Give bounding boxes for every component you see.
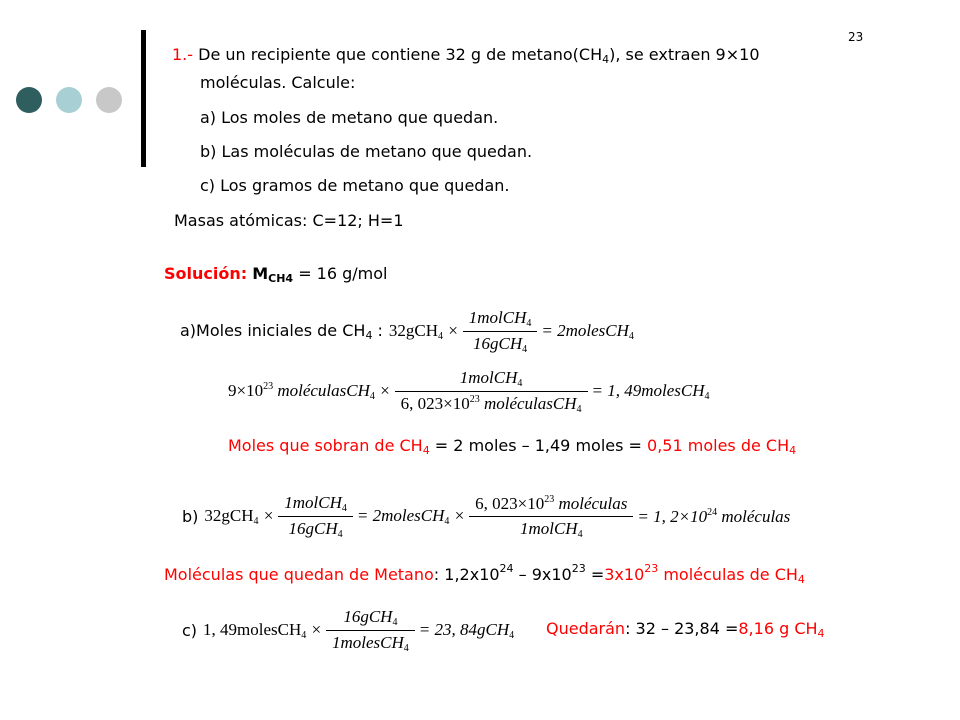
eq-a2-den-exp: 23 xyxy=(469,394,480,405)
eq-a1-numerator xyxy=(463,308,538,332)
equation-a2 xyxy=(228,368,710,415)
part-a-label-sub: 4 xyxy=(365,329,373,342)
part-a-label-text: a)Moles iniciales de CH xyxy=(180,321,366,340)
grams-remaining-calc: : 32 – 23,84 = xyxy=(625,619,739,638)
decor-dot-gray xyxy=(96,87,122,113)
eq-b-f2-num-exp: 23 xyxy=(544,493,555,505)
solution-label: Solución: xyxy=(164,264,248,283)
molecules-remaining-result-sub: 4 xyxy=(797,573,805,586)
problem-number: 1.- xyxy=(172,45,194,64)
eq-a2-denominator xyxy=(395,392,588,415)
molecules-remaining-a: 1,2x10 xyxy=(439,565,500,584)
eq-a1-num-text: 1molCH xyxy=(468,308,527,327)
part-b-line xyxy=(182,493,790,540)
molecules-remaining-colon: : xyxy=(433,565,440,584)
eq-a2-fraction xyxy=(395,368,588,415)
molar-mass-sub: CH4 xyxy=(268,272,294,285)
equation-a1 xyxy=(389,308,634,355)
eq-b-f1-num-text: 1molCH xyxy=(284,493,342,512)
eq-a1-den-text: 16gCH xyxy=(473,334,523,353)
eq-c-num-sub: 4 xyxy=(392,617,398,628)
eq-c-fraction xyxy=(326,607,415,654)
molar-mass-value: = 16 g/mol xyxy=(298,264,388,283)
problem-line-2: moléculas. Calcule: xyxy=(200,73,356,92)
eq-b-f1-num-sub: 4 xyxy=(341,503,347,514)
eq-b-lhs: 32gCH$_4$ × xyxy=(204,506,275,527)
molecules-remaining-result xyxy=(604,562,659,584)
eq-b-f2-denominator xyxy=(469,517,633,540)
eq-c-lhs-text: 1, 49molesCH xyxy=(203,620,302,639)
problem-item-b: b) Las moléculas de metano que quedan. xyxy=(200,142,533,161)
eq-c-num-text: 16gCH xyxy=(343,607,393,626)
eq-b-mid-sub: 4 xyxy=(444,516,450,527)
moles-remaining-result xyxy=(647,436,796,455)
eq-a2-den-coef: 6, 023×10 xyxy=(400,394,470,413)
moles-remaining-calc: = 2 moles – 1,49 moles = xyxy=(429,436,648,455)
moles-remaining-result-text: 0,51 moles de CH xyxy=(647,436,790,455)
eq-a2-rhs xyxy=(592,381,710,402)
grams-remaining-result-sub: 4 xyxy=(817,627,825,640)
moles-remaining-label-text: Moles que sobran de CH xyxy=(228,436,423,455)
decor-vertical-bar xyxy=(141,30,146,167)
eq-a2-lhs-coef: 9×10 xyxy=(228,381,264,400)
equation-b xyxy=(204,493,790,540)
atomic-masses: Masas atómicas: C=12; H=1 xyxy=(174,211,404,230)
problem-item-a: a) Los moles de metano que quedan. xyxy=(200,108,499,127)
eq-a1-rhs-sub: 4 xyxy=(628,331,634,342)
eq-b-fraction-2 xyxy=(469,494,633,540)
eq-c-lhs-sub: 4 xyxy=(301,630,307,641)
molecules-remaining-line xyxy=(164,562,805,586)
eq-b-f2-numerator xyxy=(469,494,633,517)
part-c-line xyxy=(182,607,514,654)
problem-exponent xyxy=(848,30,863,44)
eq-c-rhs xyxy=(419,620,514,641)
problem-exponent-text: 23 xyxy=(848,30,864,44)
eq-b-f2-den-sub: 4 xyxy=(577,528,583,540)
eq-b-mid: = 2molesCH$_4$ × xyxy=(356,506,466,527)
problem-item-c: c) Los gramos de metano que quedan. xyxy=(200,176,510,195)
eq-b-f2-num-unit: moléculas xyxy=(558,493,628,513)
molecules-remaining-result-end xyxy=(658,565,805,584)
eq-c-rhs-text: = 23, 84gCH xyxy=(418,620,510,639)
equation-c xyxy=(203,607,514,654)
problem-line-1 xyxy=(172,45,760,66)
problem-line-1-sub: 4 xyxy=(602,53,610,66)
decor-dot-teal xyxy=(56,87,82,113)
grams-remaining-result xyxy=(738,619,824,638)
eq-b-lhs-text: 32gCH xyxy=(204,506,254,525)
eq-a2-rhs-text: = 1, 49molesCH xyxy=(591,381,705,400)
part-a-label xyxy=(180,321,383,342)
solution-header xyxy=(164,264,388,285)
molecules-remaining-result-exp: 23 xyxy=(644,562,659,575)
molar-mass-symbol: M xyxy=(252,264,269,283)
problem-line-1-end: ), se extraen 9×10 xyxy=(609,45,760,64)
molecules-remaining-a-exp: 24 xyxy=(499,562,514,575)
eq-c-rhs-sub: 4 xyxy=(509,630,515,641)
eq-a2-lhs-exp: 23 xyxy=(263,381,274,392)
eq-b-mid-text: = 2molesCH xyxy=(356,506,445,525)
eq-a2-numerator xyxy=(395,368,588,392)
eq-a2-lhs-sub: 4 xyxy=(369,391,375,402)
eq-c-lhs: 1, 49molesCH$_4$ × xyxy=(203,620,323,641)
eq-b-f2-num-coef: 6, 023×10 xyxy=(475,493,545,513)
eq-a2-lhs-unit: moléculasCH xyxy=(277,381,370,400)
decor-dot-dark xyxy=(16,87,42,113)
molecules-remaining-b-exp: 23 xyxy=(571,562,586,575)
eq-a1-num-sub: 4 xyxy=(526,318,532,329)
moles-remaining-label-sub: 4 xyxy=(422,444,430,457)
problem-line-1-text: De un recipiente que contiene 32 g de metano(CH xyxy=(198,45,603,64)
molecules-remaining-label: Moléculas que quedan de Metano xyxy=(164,565,434,584)
part-a-label-colon: : xyxy=(372,321,383,340)
eq-a1-lhs-text: 32gCH xyxy=(388,321,439,340)
molecules-remaining-result-text: 3x10 xyxy=(604,565,645,584)
eq-a2-lhs: $9\times 10^{23}$ moléculasCH$_4$ × xyxy=(228,381,391,402)
eq-a1-denominator xyxy=(463,332,538,355)
eq-a1-lhs: 32gCH$_4$ × xyxy=(388,321,459,342)
eq-a2-num-text: 1molCH xyxy=(459,368,518,387)
moles-remaining-result-sub: 4 xyxy=(789,444,797,457)
molecules-remaining-b: – 9x10 xyxy=(513,565,572,584)
eq-b-f1-denominator xyxy=(278,517,353,540)
eq-a2-den-sub: 4 xyxy=(576,404,582,415)
eq-c-den-sub: 4 xyxy=(403,643,409,654)
eq-a1-lhs-sub: 4 xyxy=(438,331,444,342)
eq-a1-rhs-text: = 2molesCH xyxy=(541,321,629,340)
eq-b-f1-numerator xyxy=(278,493,353,517)
molecules-remaining-result-end-text: moléculas de CH xyxy=(658,565,798,584)
grams-remaining-label: Quedarán xyxy=(546,619,626,638)
eq-a2-rhs-sub: 4 xyxy=(704,391,710,402)
moles-remaining-label xyxy=(228,436,430,455)
eq-b-f2-den-text: 1molCH xyxy=(519,518,578,538)
eq-c-denominator xyxy=(326,631,415,654)
eq-c-den-text: 1molesCH xyxy=(332,633,404,652)
eq-b-rhs-coef: = 1, 2×10 xyxy=(637,506,708,526)
eq-b-f1-den-text: 16gCH xyxy=(288,519,338,538)
eq-a1-fraction xyxy=(463,308,538,355)
eq-a1-rhs xyxy=(541,321,634,342)
eq-c-numerator xyxy=(326,607,415,631)
grams-remaining-line xyxy=(546,619,825,640)
eq-b-rhs xyxy=(637,507,790,527)
eq-b-rhs-exp: 24 xyxy=(707,506,718,518)
eq-a2-den-unit: moléculasCH xyxy=(483,394,577,413)
part-b-label: b) xyxy=(182,507,199,526)
molecules-remaining-eq: = xyxy=(585,565,605,584)
moles-remaining-line xyxy=(228,436,796,457)
eq-b-rhs-unit: moléculas xyxy=(721,506,791,526)
eq-a1-den-sub: 4 xyxy=(522,344,528,355)
part-c-label: c) xyxy=(182,621,198,640)
eq-b-lhs-sub: 4 xyxy=(253,516,259,527)
part-a-line xyxy=(180,308,634,355)
eq-b-f1-den-sub: 4 xyxy=(337,529,343,540)
grams-remaining-result-text: 8,16 g CH xyxy=(738,619,818,638)
eq-b-fraction-1 xyxy=(278,493,353,540)
eq-a2-num-sub: 4 xyxy=(517,378,523,389)
